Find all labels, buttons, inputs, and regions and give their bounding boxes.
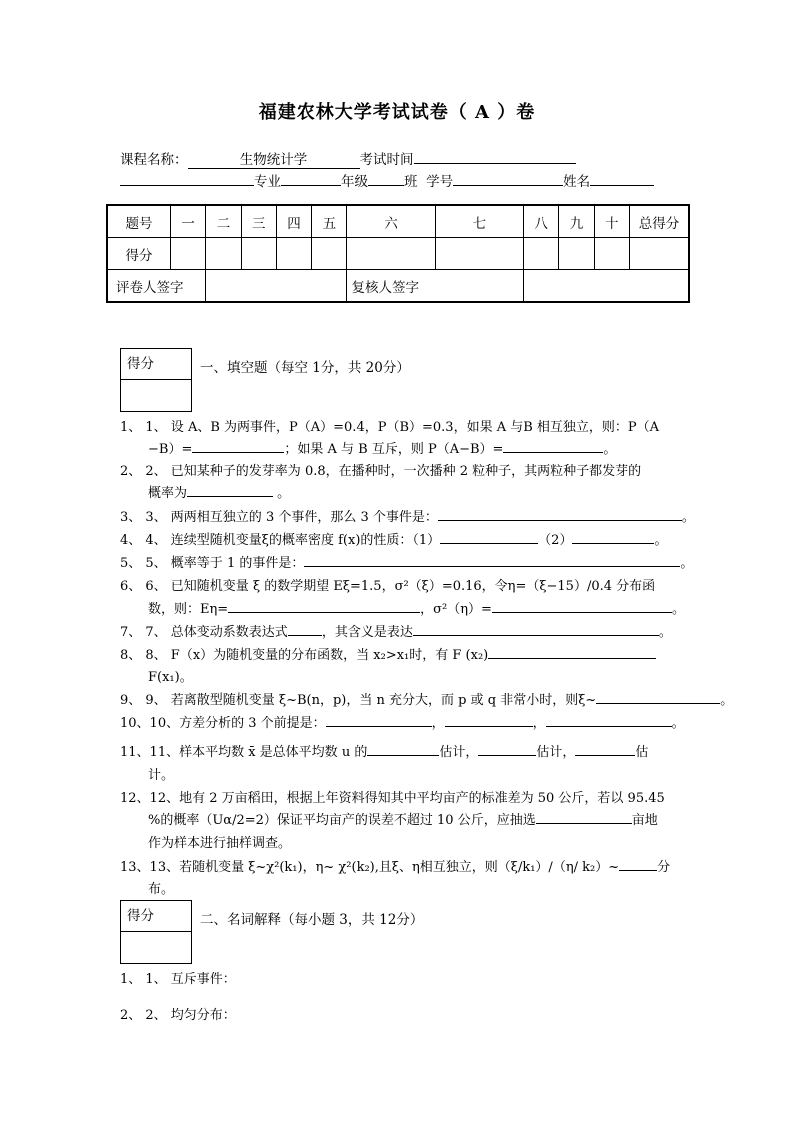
cell-total: 总得分 <box>630 205 690 238</box>
q13-blank[interactable] <box>619 856 657 871</box>
q12-line1: 12、12、地有 2 万亩稻田，根据上年资料得知其中平均亩产的标准差为 50 公斤，若以 95.45 <box>120 791 665 806</box>
score-input[interactable] <box>435 238 523 270</box>
q10-blank-2[interactable] <box>445 712 533 727</box>
q11-blank-3[interactable] <box>575 741 635 756</box>
q2-blank[interactable] <box>187 482 273 497</box>
q1-text-a: −B）= <box>148 442 193 457</box>
cell-label: 题号 <box>107 205 171 238</box>
student-id-label: 学号 <box>426 174 454 190</box>
q6-line2 <box>148 598 685 617</box>
score-input[interactable] <box>206 238 241 270</box>
course-field[interactable] <box>188 148 360 169</box>
q6-line1: 6、 6、 已知随机变量 ξ 的数学期望 Eξ=1.5，σ²（ξ）=0.16，令η=（ξ−15）/0.4 分布函 <box>120 579 656 594</box>
name-label: 姓名 <box>563 174 591 190</box>
q11-line2: 计。 <box>148 768 175 783</box>
score-input[interactable] <box>312 238 347 270</box>
q9-line <box>120 689 733 708</box>
q12-text: %的概率（Uα/2=2）保证平均亩产的误差不超过 10 公斤，应抽选 <box>148 813 536 828</box>
score-input[interactable] <box>276 238 311 270</box>
q5-text: 5、 5、 概率等于 1 的事件是： <box>120 556 305 571</box>
score-input[interactable] <box>630 238 690 270</box>
q10-sep-1: ， <box>431 716 445 731</box>
course-value: 生物统计学 <box>239 152 308 168</box>
q10-blank-3[interactable] <box>546 712 672 727</box>
q10-line <box>120 712 685 731</box>
q6-text-b: ，σ²（η）= <box>420 602 492 617</box>
cell-q10: 十 <box>594 205 629 238</box>
q8-text: 8、 8、 F（x）为随机变量的分布函数，当 x₂>x₁时，有 F (x₂) <box>120 648 489 663</box>
grade-label: 年级 <box>341 174 368 190</box>
score-table <box>106 204 690 303</box>
q10-end: 。 <box>671 716 685 731</box>
q9-text: 9、 9、 若离散型随机变量 ξ~B(n，p)，当 n 充分大，而 p 或 q 非常小时，则ξ~ <box>120 693 597 708</box>
q2-line2 <box>148 482 290 501</box>
q1-text-b: ；如果 A 与 B 互斥，则 P（A−B）= <box>284 442 504 457</box>
q7-end: 。 <box>658 625 672 640</box>
q7-blank-2[interactable] <box>413 621 659 636</box>
reviewer-label: 复核人签字 <box>347 270 524 303</box>
q7-mid: ，其含义是表达 <box>321 625 413 640</box>
section2-heading: 二、名词解释（每小题 3，共 12分） <box>200 912 424 928</box>
q8-line1 <box>120 644 656 663</box>
q12-line2 <box>148 809 658 828</box>
q5-end: 。 <box>680 556 694 571</box>
q11-blank-2[interactable] <box>478 741 536 756</box>
major-label: 专业 <box>254 174 281 190</box>
exam-title: 福建农林大学考试试卷（ A ）卷 <box>258 102 536 123</box>
q1-blank-2[interactable] <box>503 438 603 453</box>
grade-field[interactable] <box>368 171 404 186</box>
q13-end: 分 <box>657 860 671 875</box>
score-input[interactable] <box>594 238 629 270</box>
header-line-2 <box>120 170 654 190</box>
q11-line1 <box>120 741 648 760</box>
score-table-header-row <box>107 205 689 238</box>
q11-mid-1: 估计， <box>439 745 479 760</box>
q5-blank[interactable] <box>304 552 680 567</box>
q3-blank[interactable] <box>438 506 682 521</box>
exam-time-field[interactable] <box>414 149 576 164</box>
q1-line1: 1、 1、 设 A、B 为两事件，P（A）=0.4，P（B）=0.3，如果 A 与B 相互独立，则：P（A <box>120 420 660 435</box>
q11-end: 估 <box>635 745 649 760</box>
q8-line2: F(x₁)。 <box>148 670 193 685</box>
term-item-2: 2、 2、 均匀分布： <box>120 1008 236 1023</box>
header-line-1 <box>120 148 576 169</box>
q4-end: 。 <box>654 533 668 548</box>
score-table-score-row <box>107 238 689 270</box>
q10-text: 10、10、方差分析的 3 个前提是： <box>120 716 326 731</box>
q7-text: 7、 7、 总体变动系数表达式 <box>120 625 288 640</box>
name-field[interactable] <box>590 171 654 186</box>
score-input[interactable] <box>524 238 559 270</box>
section1-score-box[interactable] <box>120 348 192 412</box>
cell-q6: 六 <box>347 205 435 238</box>
q13-text: 13、13、若随机变量 ξ~χ²(k₁)，η~ χ²(k₂),且ξ、η相互独立，则（ξ/k₁）/（η/ k₂）~ <box>120 860 620 875</box>
q4-mid: （2） <box>538 533 573 548</box>
q6-end: 。 <box>671 602 685 617</box>
q6-text-a: 数，则：Eη= <box>148 602 229 617</box>
q7-blank-1[interactable] <box>288 621 322 636</box>
college-field[interactable] <box>120 171 254 186</box>
cell-q3: 三 <box>241 205 276 238</box>
q9-end: 。 <box>720 693 734 708</box>
section1-score-label: 得分 <box>121 349 191 380</box>
q4-blank-2[interactable] <box>572 529 654 544</box>
q4-text: 4、 4、 连续型随机变量ξ的概率密度 f(x)的性质：（1） <box>120 533 441 548</box>
major-field[interactable] <box>281 171 341 186</box>
q3-text: 3、 3、 两两相互独立的 3 个事件，那么 3 个事件是： <box>120 510 438 525</box>
cell-score-label: 得分 <box>107 238 171 270</box>
q2-text-a: 概率为 <box>148 486 188 501</box>
grader-signature-field[interactable] <box>206 270 347 303</box>
exam-time-label: 考试时间 <box>359 152 414 168</box>
q2-text-b: 。 <box>277 486 291 501</box>
q12-blank[interactable] <box>536 809 632 824</box>
q1-text-c: 。 <box>603 442 617 457</box>
cell-q8: 八 <box>524 205 559 238</box>
q9-blank[interactable] <box>596 689 720 704</box>
q4-line <box>120 529 667 548</box>
q11-mid-2: 估计， <box>536 745 576 760</box>
q8-blank[interactable] <box>488 644 656 659</box>
score-table-signature-row <box>107 270 689 303</box>
q3-line <box>120 506 695 525</box>
term-item-1: 1、 1、 互斥事件： <box>120 972 236 987</box>
class-label: 班 <box>404 174 418 190</box>
q7-line <box>120 621 672 640</box>
q4-blank-1[interactable] <box>440 529 538 544</box>
q5-line <box>120 552 693 571</box>
q11-blank-1[interactable] <box>367 741 439 756</box>
score-input[interactable] <box>241 238 276 270</box>
q13-line2: 布。 <box>148 882 175 897</box>
q11-text: 11、11、样本平均数 x̄ 是总体平均数 u 的 <box>120 745 368 760</box>
q10-blank-1[interactable] <box>326 712 432 727</box>
cell-q5: 五 <box>312 205 347 238</box>
q1-blank-1[interactable] <box>192 438 284 453</box>
cell-q1: 一 <box>171 205 206 238</box>
q13-line1 <box>120 856 670 875</box>
score-input[interactable] <box>347 238 435 270</box>
score-input[interactable] <box>171 238 206 270</box>
section2-score-label: 得分 <box>121 901 191 932</box>
q6-blank-1[interactable] <box>228 598 420 613</box>
cell-q9: 九 <box>559 205 594 238</box>
section1-heading: 一、填空题（每空 1分，共 20分） <box>200 360 410 376</box>
q2-line1: 2、 2、 已知某种子的发芽率为 0.8，在播种时，一次播种 2 粒种子，其两粒种子都发芽的 <box>120 464 642 479</box>
q1-line2 <box>148 438 616 457</box>
q12-end: 亩地 <box>631 813 658 828</box>
q3-end: 。 <box>681 510 695 525</box>
q10-sep-2: ， <box>532 716 546 731</box>
q6-blank-2[interactable] <box>492 598 672 613</box>
q12-line3: 作为样本进行抽样调查。 <box>148 836 292 851</box>
student-id-field[interactable] <box>453 171 563 186</box>
reviewer-signature-field[interactable] <box>524 270 689 303</box>
course-label: 课程名称： <box>120 152 188 168</box>
section2-score-box[interactable] <box>120 900 192 964</box>
cell-q7: 七 <box>435 205 523 238</box>
grader-label: 评卷人签字 <box>107 270 206 303</box>
cell-q2: 二 <box>206 205 241 238</box>
cell-q4: 四 <box>276 205 311 238</box>
score-input[interactable] <box>559 238 594 270</box>
